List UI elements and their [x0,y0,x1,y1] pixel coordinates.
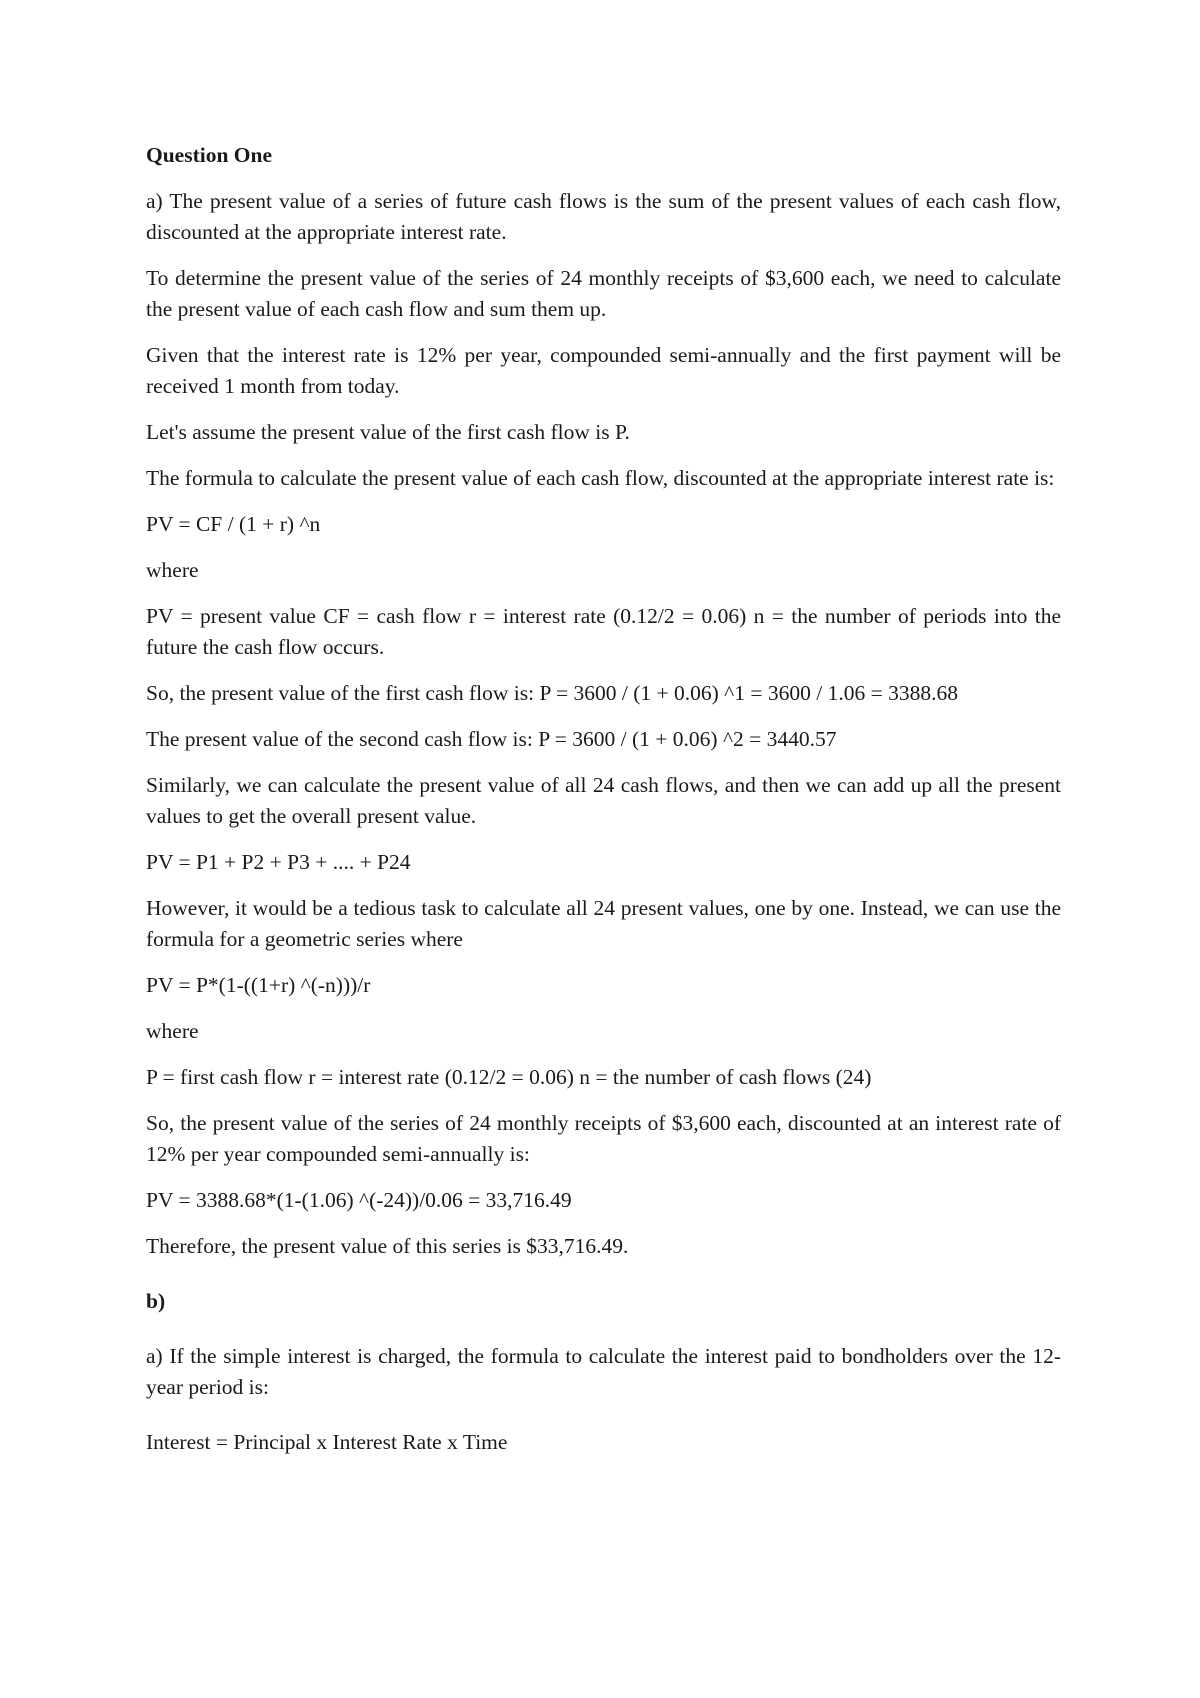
paragraph: Given that the interest rate is 12% per year, compounded semi-annually and the first payment will be received 1 month from today. [146,343,1061,398]
paragraph: where [146,1019,199,1043]
formula: Interest = Principal x Interest Rate x Time [146,1430,508,1454]
paragraph: a) If the simple interest is charged, the formula to calculate the interest paid to bondholders over the 12-year period is: [146,1344,1061,1399]
formula: PV = P1 + P2 + P3 + .... + P24 [146,850,411,874]
paragraph: a) The present value of a series of future cash flows is the sum of the present values of each cash flow, discounted at the appropriate interest rate. [146,189,1061,244]
paragraph: Similarly, we can calculate the present value of all 24 cash flows, and then we can add up all the present values to get the overall present value. [146,773,1061,828]
document-body [146,140,1061,1473]
paragraph: To determine the present value of the series of 24 monthly receipts of $3,600 each, we need to calculate the present value of each cash flow and sum them up. [146,266,1061,321]
paragraph: However, it would be a tedious task to calculate all 24 present values, one by one. Instead, we can use the formula for a geometric series where [146,896,1061,951]
subheading-b: b) [146,1289,166,1313]
paragraph: Therefore, the present value of this series is $33,716.49. [146,1234,629,1258]
paragraph: Let's assume the present value of the first cash flow is P. [146,420,630,444]
question-heading: Question One [146,143,273,167]
paragraph: The present value of the second cash flow is: P = 3600 / (1 + 0.06) ^2 = 3440.57 [146,727,837,751]
paragraph: So, the present value of the series of 24 monthly receipts of $3,600 each, discounted at an interest rate of 12% per year compounded semi-annually is: [146,1111,1061,1166]
paragraph: P = first cash flow r = interest rate (0.12/2 = 0.06) n = the number of cash flows (24) [146,1065,872,1089]
paragraph: PV = present value CF = cash flow r = interest rate (0.12/2 = 0.06) n = the number of periods into the future the cash flow occurs. [146,604,1061,659]
paragraph: where [146,558,199,582]
formula: PV = CF / (1 + r) ^n [146,512,321,536]
formula: PV = 3388.68*(1-(1.06) ^(-24))/0.06 = 33,716.49 [146,1188,572,1212]
paragraph: The formula to calculate the present value of each cash flow, discounted at the appropriate interest rate is: [146,466,1055,490]
paragraph: So, the present value of the first cash flow is: P = 3600 / (1 + 0.06) ^1 = 3600 / 1.06 = 3388.68 [146,681,958,705]
formula: PV = P*(1-((1+r) ^(-n)))/r [146,973,371,997]
